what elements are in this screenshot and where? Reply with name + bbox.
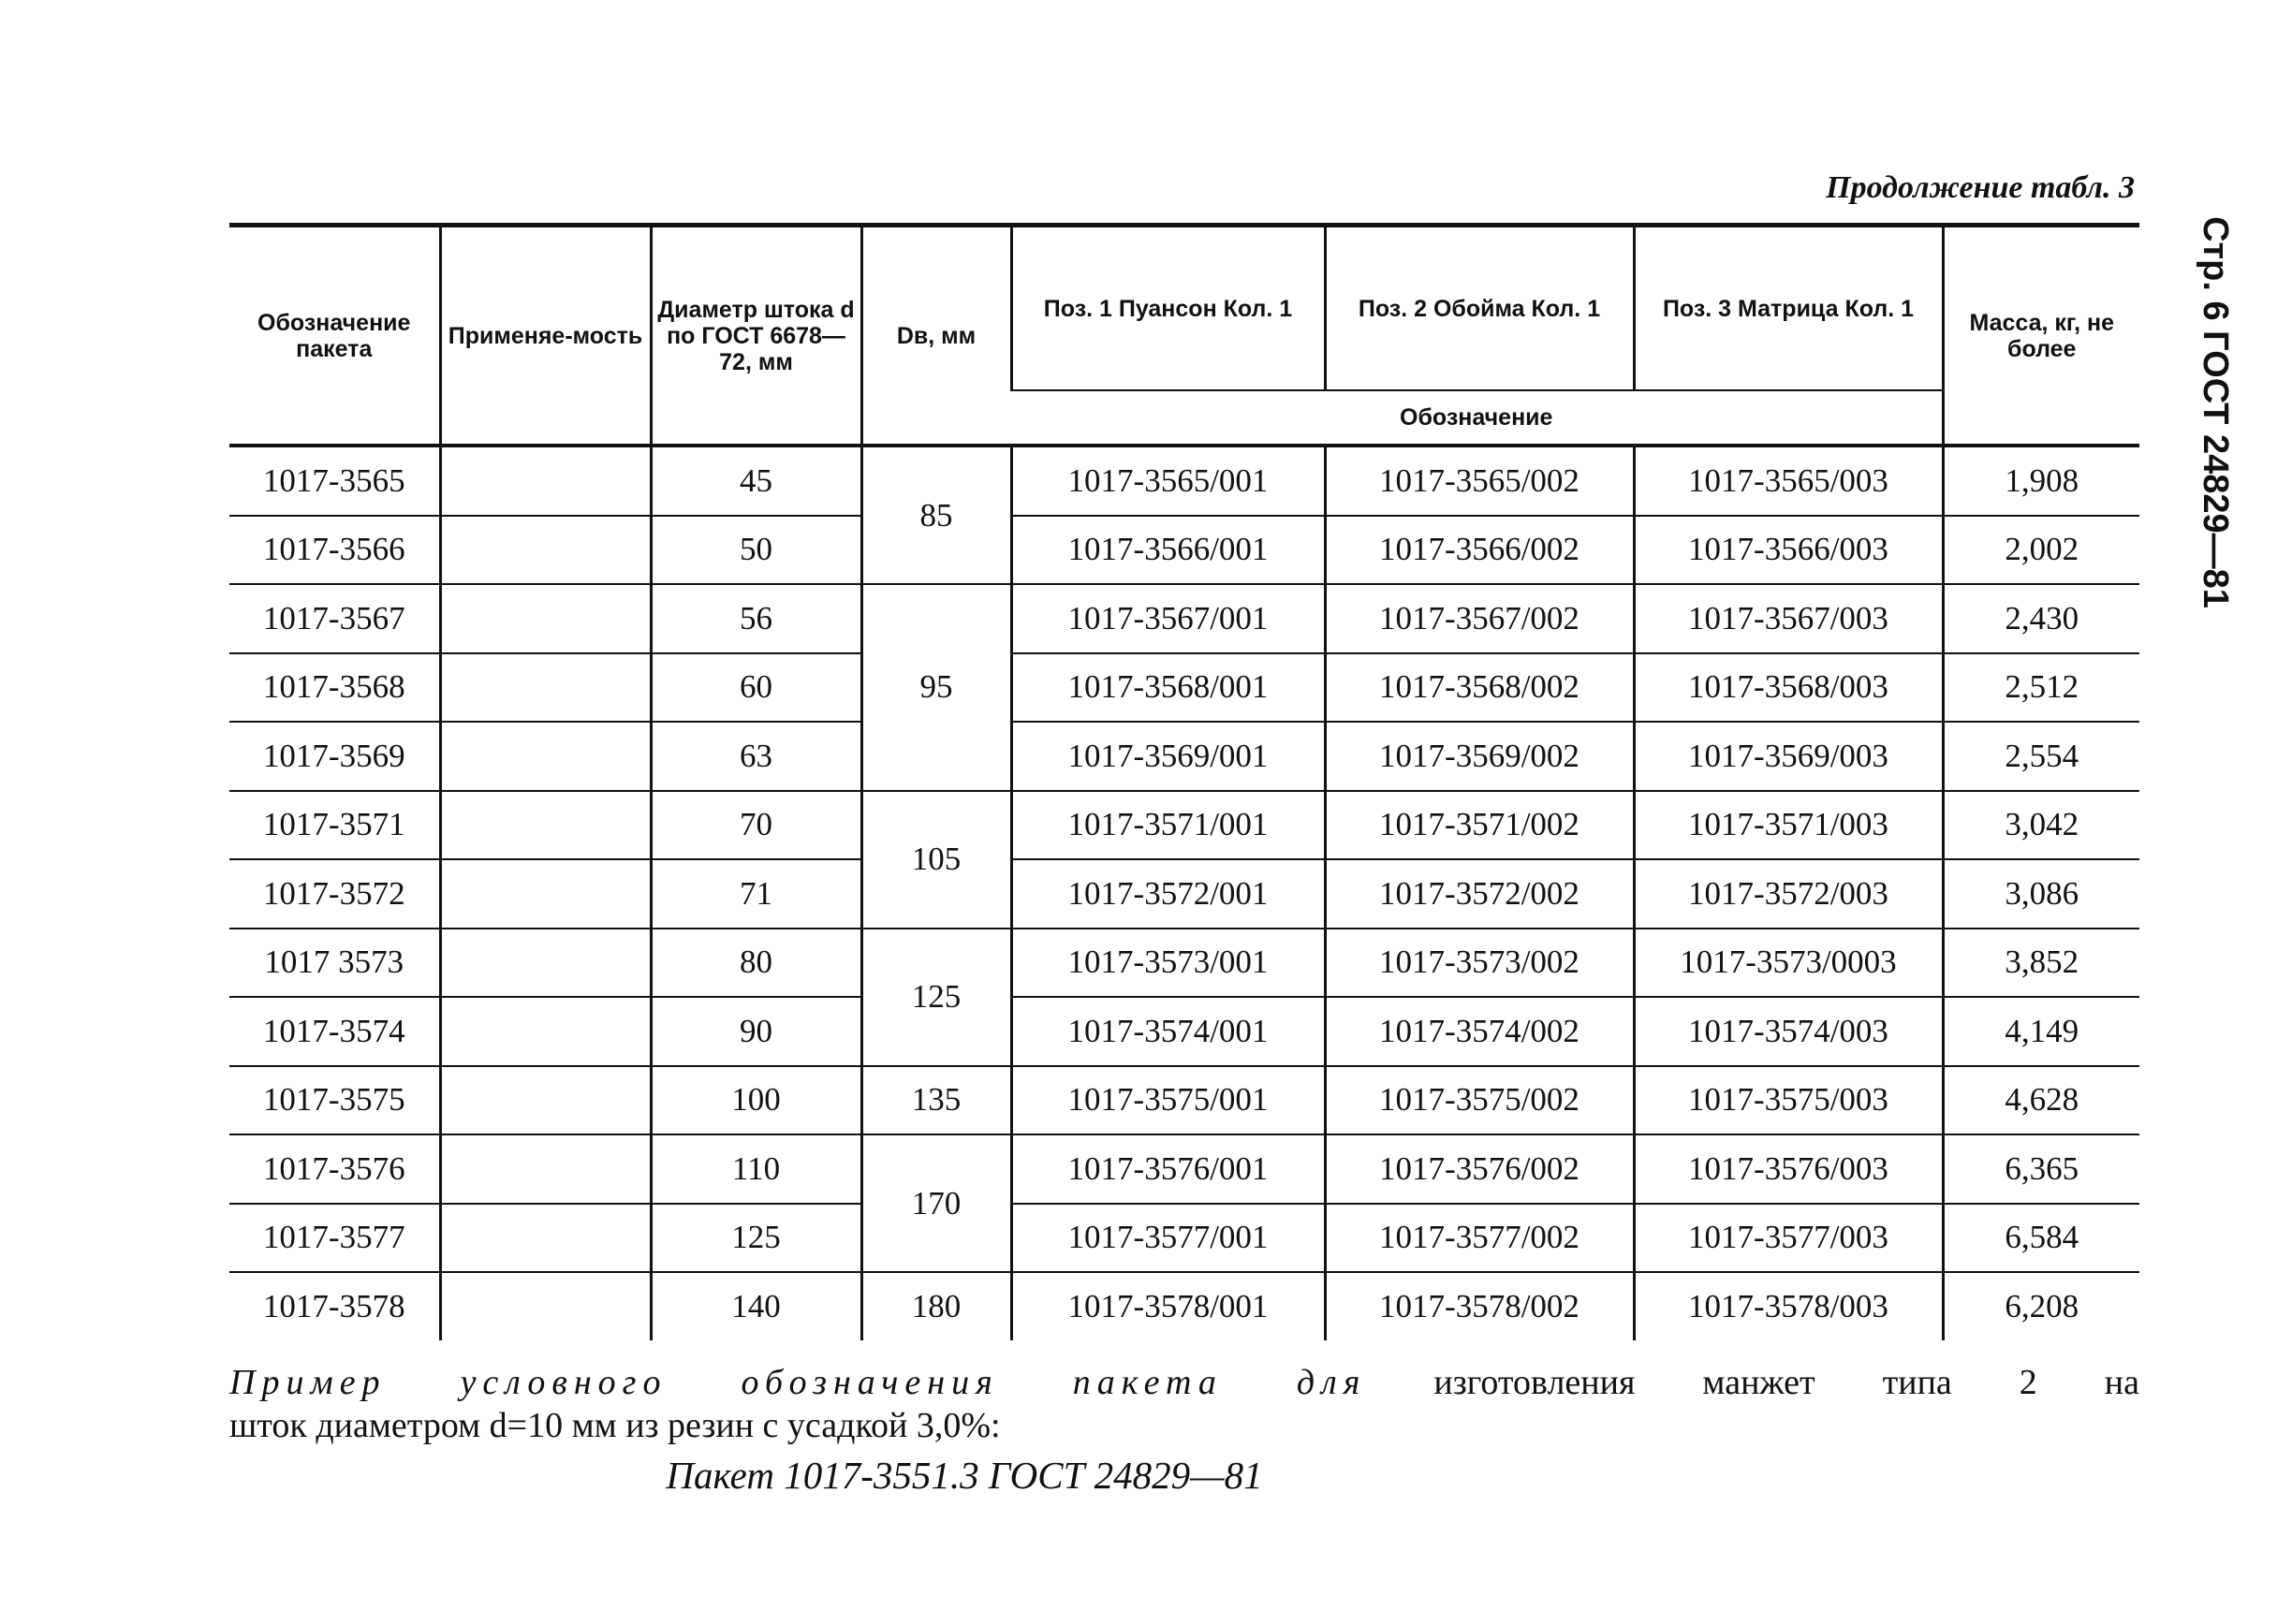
cell-pos1: 1017-3566/001 bbox=[1011, 516, 1325, 585]
table-row bbox=[229, 997, 2139, 1066]
cell-rod-diameter: 125 bbox=[651, 1204, 861, 1273]
cell-applicability bbox=[440, 653, 651, 723]
cell-pos3: 1017-3567/003 bbox=[1634, 584, 1943, 653]
cell-applicability bbox=[440, 791, 651, 860]
cell-designation: 1017 3573 bbox=[229, 929, 440, 998]
table-row bbox=[229, 722, 2139, 791]
header-applicability: Применяе-мость bbox=[440, 226, 651, 446]
cell-mass: 4,628 bbox=[1943, 1066, 2139, 1135]
cell-pos3: 1017-3571/003 bbox=[1634, 791, 1943, 860]
cell-applicability bbox=[440, 997, 651, 1066]
package-table bbox=[229, 223, 2139, 1340]
cell-d-outer: 180 bbox=[861, 1272, 1011, 1340]
example-line-2: шток диаметром d=10 мм из резин с усадкой 3,0%: bbox=[229, 1405, 1001, 1445]
cell-pos3: 1017-3573/0003 bbox=[1634, 929, 1943, 998]
cell-designation: 1017-3576 bbox=[229, 1134, 440, 1204]
cell-pos3: 1017-3577/003 bbox=[1634, 1204, 1943, 1273]
cell-rod-diameter: 90 bbox=[651, 997, 861, 1066]
cell-pos3: 1017-3568/003 bbox=[1634, 653, 1943, 723]
table-row bbox=[229, 1066, 2139, 1135]
cell-d-outer: 170 bbox=[861, 1134, 1011, 1272]
cell-d-outer: 105 bbox=[861, 791, 1011, 929]
cell-pos1: 1017-3573/001 bbox=[1011, 929, 1325, 998]
cell-pos3: 1017-3565/003 bbox=[1634, 446, 1943, 516]
cell-applicability bbox=[440, 929, 651, 998]
table-row bbox=[229, 859, 2139, 929]
cell-pos2: 1017-3577/002 bbox=[1325, 1204, 1634, 1273]
cell-pos1: 1017-3568/001 bbox=[1011, 653, 1325, 723]
cell-designation: 1017-3577 bbox=[229, 1204, 440, 1273]
cell-mass: 3,086 bbox=[1943, 859, 2139, 929]
cell-pos1: 1017-3574/001 bbox=[1011, 997, 1325, 1066]
cell-mass: 3,042 bbox=[1943, 791, 2139, 860]
table-row bbox=[229, 446, 2139, 516]
header-designation: Обозначение пакета bbox=[229, 226, 440, 446]
page-side-label-text: Стр. 6 ГОСТ 24829—81 bbox=[2195, 215, 2235, 608]
table-body bbox=[229, 446, 2139, 1340]
cell-mass: 3,852 bbox=[1943, 929, 2139, 998]
cell-mass: 6,208 bbox=[1943, 1272, 2139, 1340]
cell-pos3: 1017-3576/003 bbox=[1634, 1134, 1943, 1204]
cell-pos3: 1017-3578/003 bbox=[1634, 1272, 1943, 1340]
cell-d-outer: 95 bbox=[861, 584, 1011, 791]
cell-rod-diameter: 50 bbox=[651, 516, 861, 585]
table-row bbox=[229, 791, 2139, 860]
cell-pos1: 1017-3565/001 bbox=[1011, 446, 1325, 516]
cell-designation: 1017-3578 bbox=[262, 1287, 405, 1324]
cell-d-outer: 125 bbox=[861, 929, 1011, 1066]
cell-mass: 1,908 bbox=[1943, 446, 2139, 516]
cell-pos2: 1017-3572/002 bbox=[1325, 859, 1634, 929]
example-line-1 bbox=[229, 1362, 2139, 1405]
designation-example bbox=[229, 1362, 2139, 1499]
header-mass: Масса, кг, не более bbox=[1943, 226, 2139, 446]
cell-pos3: 1017-3566/003 bbox=[1634, 516, 1943, 585]
header-pos3: Поз. 3 Матрица Кол. 1 bbox=[1634, 226, 1943, 391]
cell-rod-diameter: 80 bbox=[651, 929, 861, 998]
cell-pos2: 1017-3568/002 bbox=[1325, 653, 1634, 723]
table-row bbox=[229, 516, 2139, 585]
cell-mass: 4,149 bbox=[1943, 997, 2139, 1066]
cell-applicability bbox=[440, 446, 651, 516]
cell-pos3: 1017-3574/003 bbox=[1634, 997, 1943, 1066]
table-row bbox=[229, 584, 2139, 653]
cell-designation: 1017-3568 bbox=[229, 653, 440, 723]
table-row bbox=[229, 653, 2139, 723]
page-side-label bbox=[2153, 183, 2275, 641]
cell-pos2: 1017-3573/002 bbox=[1325, 929, 1634, 998]
table-header bbox=[229, 226, 2139, 446]
header-pos2: Поз. 2 Обойма Кол. 1 bbox=[1325, 226, 1634, 391]
example-line-1-rest: изготовления манжет типа 2 на bbox=[1433, 1363, 2140, 1402]
cell-mass: 2,554 bbox=[1943, 722, 2139, 791]
cell-mass: 2,002 bbox=[1943, 516, 2139, 585]
example-title: Пример условного обозначения пакета для bbox=[229, 1363, 1367, 1402]
cell-pos3: 1017-3569/003 bbox=[1634, 722, 1943, 791]
cell-applicability bbox=[440, 584, 651, 653]
cell-designation: 1017-3569 bbox=[229, 722, 440, 791]
cell-applicability bbox=[440, 1134, 651, 1204]
table-row bbox=[229, 1134, 2139, 1204]
cell-applicability bbox=[440, 1066, 651, 1135]
cell-designation: 1017-3575 bbox=[229, 1066, 440, 1135]
cell-pos3: 1017-3575/003 bbox=[1634, 1066, 1943, 1135]
example-designation: Пакет 1017-3551.3 ГОСТ 24829—81 bbox=[666, 1454, 1263, 1498]
cell-mass: 6,584 bbox=[1943, 1204, 2139, 1273]
cell-pos1: 1017-3575/001 bbox=[1011, 1066, 1325, 1135]
cell-designation: 1017-3572 bbox=[229, 859, 440, 929]
table-row bbox=[229, 1272, 2139, 1340]
cell-pos2: 1017-3567/002 bbox=[1325, 584, 1634, 653]
cell-rod-diameter: 140 bbox=[651, 1272, 861, 1340]
cell-mass: 6,365 bbox=[1943, 1134, 2139, 1204]
table-container bbox=[229, 223, 2139, 1340]
cell-rod-diameter: 71 bbox=[651, 859, 861, 929]
cell-applicability bbox=[440, 859, 651, 929]
cell-pos1: 1017-3569/001 bbox=[1011, 722, 1325, 791]
cell-rod-diameter: 60 bbox=[651, 653, 861, 723]
cell-rod-diameter: 70 bbox=[651, 791, 861, 860]
cell-pos1: 1017-3576/001 bbox=[1011, 1134, 1325, 1204]
cell-designation: 1017-3566 bbox=[229, 516, 440, 585]
cell-rod-diameter: 56 bbox=[651, 584, 861, 653]
cell-applicability bbox=[440, 1272, 651, 1340]
cell-designation: 1017-3574 bbox=[229, 997, 440, 1066]
cell-pos1: 1017-3572/001 bbox=[1011, 859, 1325, 929]
cell-pos2: 1017-3575/002 bbox=[1325, 1066, 1634, 1135]
cell-pos2: 1017-3578/002 bbox=[1325, 1272, 1634, 1340]
cell-pos2: 1017-3565/002 bbox=[1325, 446, 1634, 516]
table-row bbox=[229, 929, 2139, 998]
header-pos1: Поз. 1 Пуансон Кол. 1 bbox=[1011, 226, 1325, 391]
cell-pos1: 1017-3571/001 bbox=[1011, 791, 1325, 860]
cell-pos2: 1017-3569/002 bbox=[1325, 722, 1634, 791]
cell-designation: 1017-3565 bbox=[229, 446, 440, 516]
header-rod-diameter: Диаметр штока d по ГОСТ 6678—72, мм bbox=[651, 226, 861, 446]
table-continuation-caption: Продолжение табл. 3 bbox=[1826, 170, 2135, 205]
cell-rod-diameter: 45 bbox=[651, 446, 861, 516]
cell-designation: 1017-3567 bbox=[229, 584, 440, 653]
header-d-outer: Dв, мм bbox=[861, 226, 1011, 446]
cell-designation: 1017-3571 bbox=[229, 791, 440, 860]
cell-rod-diameter: 110 bbox=[651, 1134, 861, 1204]
cell-pos2: 1017-3574/002 bbox=[1325, 997, 1634, 1066]
cell-pos2: 1017-3571/002 bbox=[1325, 791, 1634, 860]
cell-d-outer: 135 bbox=[861, 1066, 1011, 1135]
cell-pos1: 1017-3577/001 bbox=[1011, 1204, 1325, 1273]
cell-applicability bbox=[440, 722, 651, 791]
cell-mass: 2,512 bbox=[1943, 653, 2139, 723]
cell-d-outer: 85 bbox=[861, 446, 1011, 584]
table-row bbox=[229, 1204, 2139, 1273]
cell-pos2: 1017-3576/002 bbox=[1325, 1134, 1634, 1204]
header-subheader-designation: Обозначение bbox=[1011, 390, 1943, 446]
cell-mass: 2,430 bbox=[1943, 584, 2139, 653]
cell-rod-diameter: 100 bbox=[651, 1066, 861, 1135]
cell-applicability bbox=[440, 1204, 651, 1273]
cell-rod-diameter: 63 bbox=[651, 722, 861, 791]
cell-pos2: 1017-3566/002 bbox=[1325, 516, 1634, 585]
cell-pos1: 1017-3578/001 bbox=[1011, 1272, 1325, 1340]
cell-applicability bbox=[440, 516, 651, 585]
cell-pos1: 1017-3567/001 bbox=[1011, 584, 1325, 653]
cell-pos3: 1017-3572/003 bbox=[1634, 859, 1943, 929]
